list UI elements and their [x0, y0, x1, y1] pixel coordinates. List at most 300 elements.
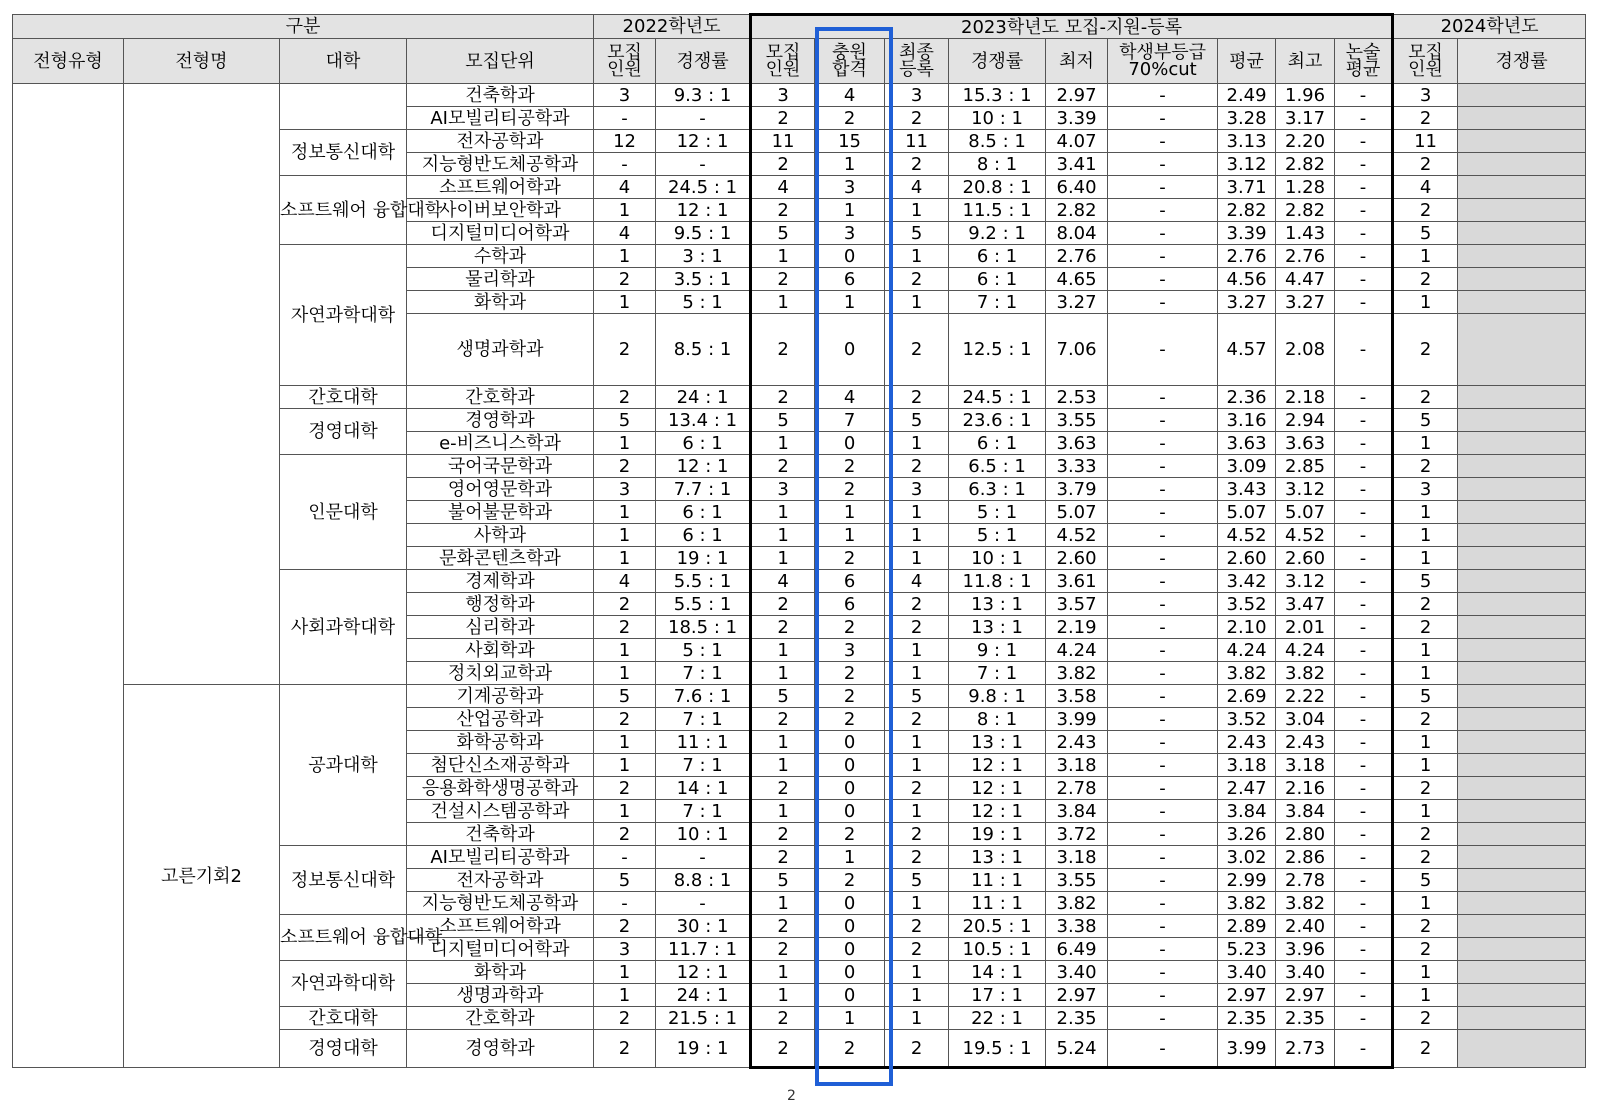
cell-q24: 5 — [1393, 409, 1458, 432]
col-2023-avg-header: 평균 — [1218, 39, 1276, 84]
cell-cut: - — [1108, 478, 1218, 501]
dept-cell: 사회학과 — [407, 639, 594, 662]
cell-q23: 2 — [751, 708, 815, 731]
cell-extra: 0 — [815, 915, 885, 938]
college-cell: 인문대학 — [280, 455, 407, 570]
cell-max: 2.18 — [1276, 386, 1335, 409]
cell-extra: 6 — [815, 593, 885, 616]
cell-r23: 6 : 1 — [949, 432, 1046, 455]
cell-extra: 6 — [815, 268, 885, 291]
cell-q22: 4 — [594, 176, 656, 199]
cell-cut: - — [1108, 409, 1218, 432]
cell-avg: 3.82 — [1218, 892, 1276, 915]
college-cell: 간호대학 — [280, 1007, 407, 1030]
cell-essay: - — [1335, 593, 1393, 616]
cell-extra: 2 — [815, 823, 885, 846]
cell-final: 1 — [885, 432, 949, 455]
cell-q22: 2 — [594, 314, 656, 386]
cell-essay: - — [1335, 800, 1393, 823]
dept-cell: 경영학과 — [407, 409, 594, 432]
cell-extra: 0 — [815, 731, 885, 754]
cell-q22: 3 — [594, 938, 656, 961]
cell-avg: 3.39 — [1218, 222, 1276, 245]
cell-extra: 1 — [815, 501, 885, 524]
cell-r22: 5.5 : 1 — [656, 570, 751, 593]
cell-r23: 12 : 1 — [949, 777, 1046, 800]
cell-essay: - — [1335, 478, 1393, 501]
dept-cell: AI모빌리티공학과 — [407, 846, 594, 869]
cell-r24 — [1458, 130, 1586, 153]
cell-min: 6.40 — [1046, 176, 1108, 199]
cell-min: 5.07 — [1046, 501, 1108, 524]
cell-final: 2 — [885, 915, 949, 938]
cell-q22: 2 — [594, 616, 656, 639]
cell-r22: 10 : 1 — [656, 823, 751, 846]
cell-r22: 11.7 : 1 — [656, 938, 751, 961]
cell-max: 3.27 — [1276, 291, 1335, 314]
cell-essay: - — [1335, 915, 1393, 938]
cell-min: 3.61 — [1046, 570, 1108, 593]
cell-q24: 2 — [1393, 777, 1458, 800]
cell-max: 5.07 — [1276, 501, 1335, 524]
header-2022: 2022학년도 — [594, 15, 751, 39]
cell-q24: 2 — [1393, 153, 1458, 176]
cell-q22: - — [594, 107, 656, 130]
cell-q22: 12 — [594, 130, 656, 153]
cell-extra: 4 — [815, 84, 885, 107]
cell-avg: 2.60 — [1218, 547, 1276, 570]
cell-q24: 1 — [1393, 501, 1458, 524]
cell-q23: 2 — [751, 777, 815, 800]
dept-cell: 물리학과 — [407, 268, 594, 291]
cell-q24: 3 — [1393, 84, 1458, 107]
cell-q23: 1 — [751, 291, 815, 314]
cell-min: 3.18 — [1046, 846, 1108, 869]
cell-essay: - — [1335, 268, 1393, 291]
cell-q24: 2 — [1393, 455, 1458, 478]
cell-essay: - — [1335, 662, 1393, 685]
cell-q23: 1 — [751, 800, 815, 823]
cell-q23: 1 — [751, 547, 815, 570]
cell-avg: 2.10 — [1218, 616, 1276, 639]
cell-min: 3.79 — [1046, 478, 1108, 501]
cell-q24: 2 — [1393, 1030, 1458, 1068]
cell-q24: 2 — [1393, 616, 1458, 639]
cell-q23: 2 — [751, 823, 815, 846]
cell-q22: 2 — [594, 455, 656, 478]
cell-q23: 1 — [751, 731, 815, 754]
cell-r23: 20.8 : 1 — [949, 176, 1046, 199]
col-type-header: 전형유형 — [13, 39, 124, 84]
cell-min: 4.52 — [1046, 524, 1108, 547]
cell-r23: 12 : 1 — [949, 800, 1046, 823]
cell-q22: 1 — [594, 291, 656, 314]
cell-final: 1 — [885, 524, 949, 547]
cell-cut: - — [1108, 662, 1218, 685]
cell-essay: - — [1335, 1007, 1393, 1030]
cell-r23: 6.5 : 1 — [949, 455, 1046, 478]
cell-q22: 4 — [594, 222, 656, 245]
cell-r22: 7.6 : 1 — [656, 685, 751, 708]
cell-max: 2.08 — [1276, 314, 1335, 386]
cell-q23: 2 — [751, 314, 815, 386]
cell-q22: - — [594, 892, 656, 915]
cell-cut: - — [1108, 199, 1218, 222]
cell-max: 3.63 — [1276, 432, 1335, 455]
cell-q24: 2 — [1393, 938, 1458, 961]
cell-r24 — [1458, 222, 1586, 245]
cell-final: 2 — [885, 777, 949, 800]
cell-extra: 3 — [815, 176, 885, 199]
cell-cut: - — [1108, 547, 1218, 570]
cell-q24: 1 — [1393, 800, 1458, 823]
cell-r23: 14 : 1 — [949, 961, 1046, 984]
cell-q22: - — [594, 846, 656, 869]
cell-q23: 1 — [751, 984, 815, 1007]
cell-q22: 1 — [594, 731, 656, 754]
cell-q22: 1 — [594, 662, 656, 685]
cell-essay: - — [1335, 222, 1393, 245]
dept-cell: 화학과 — [407, 291, 594, 314]
cell-r22: - — [656, 846, 751, 869]
cell-r22: 8.5 : 1 — [656, 314, 751, 386]
cell-min: 3.72 — [1046, 823, 1108, 846]
col-2023-extra-header: 충원 합격 — [815, 39, 885, 84]
cell-q24: 1 — [1393, 524, 1458, 547]
dept-cell: 영어영문학과 — [407, 478, 594, 501]
cell-q24: 11 — [1393, 130, 1458, 153]
cell-r22: 19 : 1 — [656, 547, 751, 570]
cell-q22: 2 — [594, 823, 656, 846]
dept-cell: 기계공학과 — [407, 685, 594, 708]
cell-q22: 2 — [594, 1030, 656, 1068]
cell-q22: 1 — [594, 524, 656, 547]
cell-max: 1.96 — [1276, 84, 1335, 107]
col-2023-ratio-header: 경쟁률 — [949, 39, 1046, 84]
cell-cut: - — [1108, 84, 1218, 107]
cell-cut: - — [1108, 616, 1218, 639]
cell-final: 1 — [885, 547, 949, 570]
dept-cell: 디지털미디어학과 — [407, 222, 594, 245]
cell-essay: - — [1335, 130, 1393, 153]
cell-essay: - — [1335, 176, 1393, 199]
cell-extra: 0 — [815, 245, 885, 268]
cell-cut: - — [1108, 731, 1218, 754]
cell-cut: - — [1108, 455, 1218, 478]
cell-cut: - — [1108, 823, 1218, 846]
cell-r22: - — [656, 107, 751, 130]
cell-max: 2.82 — [1276, 153, 1335, 176]
cell-max: 2.60 — [1276, 547, 1335, 570]
cell-q24: 1 — [1393, 984, 1458, 1007]
cell-r24 — [1458, 386, 1586, 409]
cell-r22: 3 : 1 — [656, 245, 751, 268]
cell-min: 3.82 — [1046, 892, 1108, 915]
college-cell — [280, 84, 407, 130]
cell-extra: 1 — [815, 524, 885, 547]
cell-r22: 24 : 1 — [656, 984, 751, 1007]
cell-q22: 2 — [594, 915, 656, 938]
cell-essay: - — [1335, 291, 1393, 314]
cell-avg: 5.07 — [1218, 501, 1276, 524]
cell-q22: - — [594, 153, 656, 176]
cell-r22: 7 : 1 — [656, 708, 751, 731]
cell-q24: 2 — [1393, 107, 1458, 130]
college-cell: 소프트웨어 융합대학 — [280, 915, 407, 961]
dept-cell: 국어국문학과 — [407, 455, 594, 478]
cell-q23: 1 — [751, 245, 815, 268]
cell-avg: 3.52 — [1218, 708, 1276, 731]
cell-final: 2 — [885, 455, 949, 478]
cell-q22: 1 — [594, 754, 656, 777]
cell-avg: 4.52 — [1218, 524, 1276, 547]
cell-q23: 2 — [751, 846, 815, 869]
cell-r23: 6.3 : 1 — [949, 478, 1046, 501]
cell-extra: 0 — [815, 432, 885, 455]
cell-final: 2 — [885, 153, 949, 176]
cell-q23: 2 — [751, 593, 815, 616]
cell-q22: 2 — [594, 268, 656, 291]
cell-avg: 2.82 — [1218, 199, 1276, 222]
cell-r23: 10 : 1 — [949, 547, 1046, 570]
cell-q23: 2 — [751, 1030, 815, 1068]
cell-final: 4 — [885, 570, 949, 593]
cell-min: 2.97 — [1046, 984, 1108, 1007]
col-2023-cut-header: 학생부등급 70%cut — [1108, 39, 1218, 84]
cell-avg: 3.63 — [1218, 432, 1276, 455]
dept-cell: 응용화학생명공학과 — [407, 777, 594, 800]
cell-r24 — [1458, 869, 1586, 892]
cell-extra: 2 — [815, 685, 885, 708]
cell-r23: 12 : 1 — [949, 754, 1046, 777]
dept-cell: 건축학과 — [407, 823, 594, 846]
cell-avg: 3.42 — [1218, 570, 1276, 593]
cell-avg: 2.49 — [1218, 84, 1276, 107]
cell-final: 11 — [885, 130, 949, 153]
cell-r24 — [1458, 846, 1586, 869]
cell-min: 2.76 — [1046, 245, 1108, 268]
cell-q24: 1 — [1393, 754, 1458, 777]
cell-essay: - — [1335, 409, 1393, 432]
cell-max: 3.04 — [1276, 708, 1335, 731]
cell-q24: 1 — [1393, 961, 1458, 984]
cell-q23: 2 — [751, 616, 815, 639]
cell-final: 1 — [885, 800, 949, 823]
cell-cut: - — [1108, 984, 1218, 1007]
cell-r22: 18.5 : 1 — [656, 616, 751, 639]
cell-extra: 1 — [815, 153, 885, 176]
cell-max: 2.86 — [1276, 846, 1335, 869]
cell-final: 2 — [885, 593, 949, 616]
cell-max: 3.96 — [1276, 938, 1335, 961]
cell-q23: 2 — [751, 107, 815, 130]
cell-q23: 1 — [751, 432, 815, 455]
cell-cut: - — [1108, 432, 1218, 455]
cell-min: 3.33 — [1046, 455, 1108, 478]
cell-q24: 2 — [1393, 708, 1458, 731]
dept-cell: 행정학과 — [407, 593, 594, 616]
cell-r24 — [1458, 708, 1586, 731]
cell-extra: 7 — [815, 409, 885, 432]
cell-q23: 2 — [751, 268, 815, 291]
cell-cut: - — [1108, 892, 1218, 915]
cell-r23: 9.2 : 1 — [949, 222, 1046, 245]
cell-min: 3.40 — [1046, 961, 1108, 984]
cell-r23: 13 : 1 — [949, 593, 1046, 616]
cell-min: 4.65 — [1046, 268, 1108, 291]
cell-r23: 19.5 : 1 — [949, 1030, 1046, 1068]
cell-r24 — [1458, 176, 1586, 199]
cell-extra: 15 — [815, 130, 885, 153]
cell-min: 3.82 — [1046, 662, 1108, 685]
cell-extra: 0 — [815, 777, 885, 800]
cell-final: 5 — [885, 685, 949, 708]
admissions-table — [12, 13, 1586, 1069]
cell-extra: 2 — [815, 1030, 885, 1068]
cell-q22: 1 — [594, 199, 656, 222]
cell-r22: 8.8 : 1 — [656, 869, 751, 892]
college-cell: 공과대학 — [280, 685, 407, 846]
cell-q23: 2 — [751, 199, 815, 222]
cell-max: 3.84 — [1276, 800, 1335, 823]
cell-extra: 0 — [815, 754, 885, 777]
cell-avg: 3.18 — [1218, 754, 1276, 777]
cell-r22: 7 : 1 — [656, 800, 751, 823]
cell-r22: 9.3 : 1 — [656, 84, 751, 107]
cell-cut: - — [1108, 685, 1218, 708]
cell-q23: 2 — [751, 915, 815, 938]
cell-essay: - — [1335, 524, 1393, 547]
dept-cell: 전자공학과 — [407, 130, 594, 153]
cell-extra: 3 — [815, 639, 885, 662]
dept-cell: e-비즈니스학과 — [407, 432, 594, 455]
cell-r23: 10.5 : 1 — [949, 938, 1046, 961]
cell-r23: 5 : 1 — [949, 524, 1046, 547]
col-2024-ratio-header: 경쟁률 — [1458, 39, 1586, 84]
cell-essay: - — [1335, 84, 1393, 107]
cell-r22: 19 : 1 — [656, 1030, 751, 1068]
cell-q23: 2 — [751, 386, 815, 409]
cell-essay: - — [1335, 685, 1393, 708]
cell-r23: 9.8 : 1 — [949, 685, 1046, 708]
cell-r22: 21.5 : 1 — [656, 1007, 751, 1030]
cell-r24 — [1458, 961, 1586, 984]
header-2023: 2023학년도 모집-지원-등록 — [751, 15, 1393, 39]
cell-r22: 12 : 1 — [656, 130, 751, 153]
admission-name-cell-2: 고른기회2 — [124, 685, 280, 1068]
dept-cell: 화학공학과 — [407, 731, 594, 754]
cell-final: 1 — [885, 291, 949, 314]
college-cell: 정보통신대학 — [280, 130, 407, 176]
cell-extra: 2 — [815, 616, 885, 639]
cell-cut: - — [1108, 245, 1218, 268]
cell-max: 2.85 — [1276, 455, 1335, 478]
cell-q23: 4 — [751, 176, 815, 199]
cell-r24 — [1458, 777, 1586, 800]
cell-r24 — [1458, 199, 1586, 222]
dept-cell: 수학과 — [407, 245, 594, 268]
cell-q23: 5 — [751, 685, 815, 708]
cell-essay: - — [1335, 938, 1393, 961]
cell-cut: - — [1108, 314, 1218, 386]
cell-extra: 1 — [815, 846, 885, 869]
dept-cell: 생명과학과 — [407, 314, 594, 386]
cell-final: 4 — [885, 176, 949, 199]
cell-cut: - — [1108, 708, 1218, 731]
cell-q24: 2 — [1393, 823, 1458, 846]
cell-avg: 5.23 — [1218, 938, 1276, 961]
cell-max: 1.43 — [1276, 222, 1335, 245]
header-group: 구분 — [13, 15, 594, 39]
cell-r24 — [1458, 524, 1586, 547]
cell-r23: 11.5 : 1 — [949, 199, 1046, 222]
cell-min: 3.99 — [1046, 708, 1108, 731]
cell-extra: 3 — [815, 222, 885, 245]
cell-r24 — [1458, 245, 1586, 268]
page-number: 2 — [787, 1088, 796, 1104]
dept-cell: 소프트웨어학과 — [407, 915, 594, 938]
cell-r22: 5.5 : 1 — [656, 593, 751, 616]
cell-final: 1 — [885, 731, 949, 754]
cell-q23: 11 — [751, 130, 815, 153]
dept-cell: 지능형반도체공학과 — [407, 892, 594, 915]
cell-r22: 6 : 1 — [656, 501, 751, 524]
cell-essay: - — [1335, 245, 1393, 268]
cell-q23: 5 — [751, 222, 815, 245]
cell-avg: 3.52 — [1218, 593, 1276, 616]
cell-cut: - — [1108, 777, 1218, 800]
cell-avg: 3.26 — [1218, 823, 1276, 846]
cell-r23: 22 : 1 — [949, 1007, 1046, 1030]
dept-cell: 건축학과 — [407, 84, 594, 107]
cell-avg: 2.47 — [1218, 777, 1276, 800]
cell-r24 — [1458, 1030, 1586, 1068]
cell-r24 — [1458, 107, 1586, 130]
dept-cell: 정치외교학과 — [407, 662, 594, 685]
cell-r24 — [1458, 84, 1586, 107]
cell-max: 3.82 — [1276, 662, 1335, 685]
cell-min: 2.35 — [1046, 1007, 1108, 1030]
cell-max: 4.52 — [1276, 524, 1335, 547]
col-name-header: 전형명 — [124, 39, 280, 84]
cell-min: 3.84 — [1046, 800, 1108, 823]
cell-min: 6.49 — [1046, 938, 1108, 961]
cell-q22: 4 — [594, 570, 656, 593]
dept-cell: 첨단신소재공학과 — [407, 754, 594, 777]
cell-r24 — [1458, 800, 1586, 823]
cell-q22: 2 — [594, 708, 656, 731]
cell-max: 3.82 — [1276, 892, 1335, 915]
cell-essay: - — [1335, 892, 1393, 915]
cell-min: 2.60 — [1046, 547, 1108, 570]
dept-cell: 생명과학과 — [407, 984, 594, 1007]
cell-min: 2.97 — [1046, 84, 1108, 107]
cell-avg: 4.24 — [1218, 639, 1276, 662]
cell-q24: 5 — [1393, 869, 1458, 892]
cell-q23: 1 — [751, 524, 815, 547]
cell-max: 2.22 — [1276, 685, 1335, 708]
cell-r22: 30 : 1 — [656, 915, 751, 938]
cell-essay: - — [1335, 1030, 1393, 1068]
cell-essay: - — [1335, 501, 1393, 524]
cell-r23: 19 : 1 — [949, 823, 1046, 846]
cell-r23: 23.6 : 1 — [949, 409, 1046, 432]
cell-r23: 13 : 1 — [949, 616, 1046, 639]
cell-avg: 3.40 — [1218, 961, 1276, 984]
cell-q23: 1 — [751, 754, 815, 777]
cell-r22: 12 : 1 — [656, 961, 751, 984]
cell-avg: 3.09 — [1218, 455, 1276, 478]
